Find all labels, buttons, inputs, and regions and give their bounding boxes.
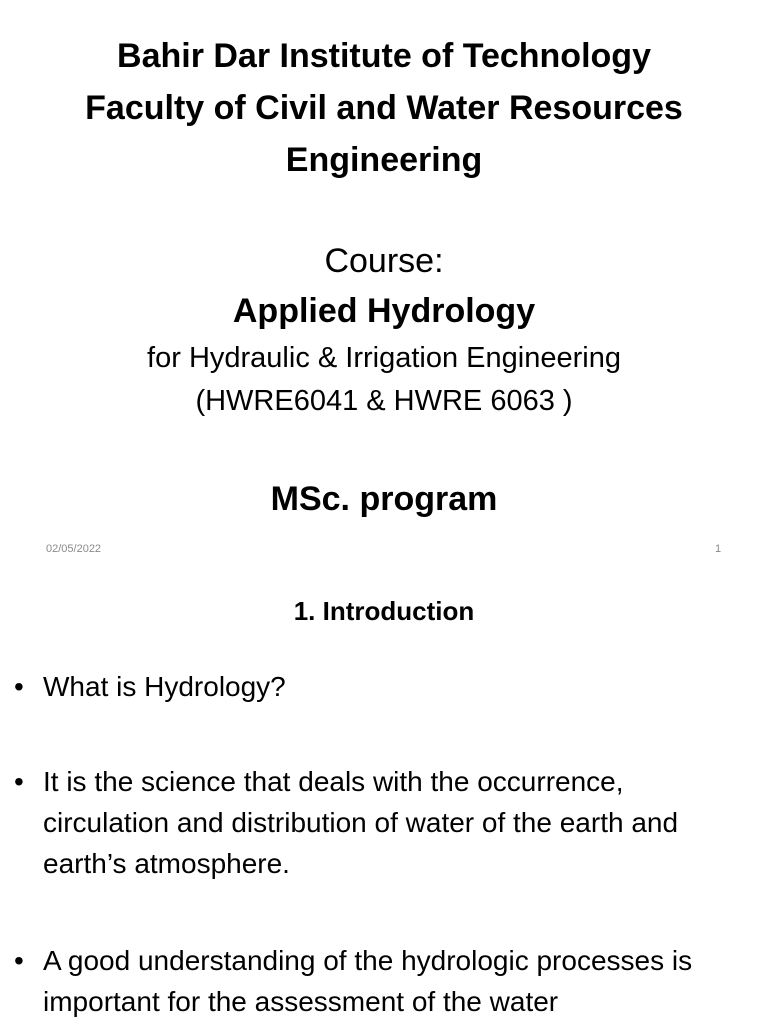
- list-item: [14, 940, 754, 1022]
- faculty-title: Faculty of Civil and Water Resources: [85, 89, 683, 127]
- bullet-icon: •: [14, 945, 24, 976]
- introduction-slide: [0, 570, 768, 1024]
- institute-title: Bahir Dar Institute of Technology: [117, 37, 651, 75]
- slide-page-number: 1: [715, 543, 722, 555]
- bullet-text: A good understanding of the hydrologic processes is important for the assessment of the water: [43, 945, 693, 1017]
- program-name: MSc. program: [270, 480, 498, 518]
- faculty-title-continued: Engineering: [285, 141, 483, 179]
- bullet-icon: •: [14, 671, 24, 702]
- course-label: Course:: [324, 242, 444, 280]
- list-item: [14, 761, 754, 884]
- bullet-text: It is the science that deals with the occurrence, circulation and distribution of water of the earth and earth’s atmosphere.: [43, 766, 679, 879]
- bullet-text: What is Hydrology?: [43, 671, 286, 702]
- bullet-icon: •: [14, 766, 24, 797]
- slide-date: 02/05/2022: [46, 543, 102, 555]
- list-item: [14, 666, 754, 707]
- slide-heading: 1. Introduction: [293, 596, 475, 626]
- course-name: Applied Hydrology: [232, 292, 536, 330]
- course-subtitle: for Hydraulic & Irrigation Engineering: [147, 342, 621, 374]
- course-codes: (HWRE6041 & HWRE 6063 ): [195, 385, 573, 417]
